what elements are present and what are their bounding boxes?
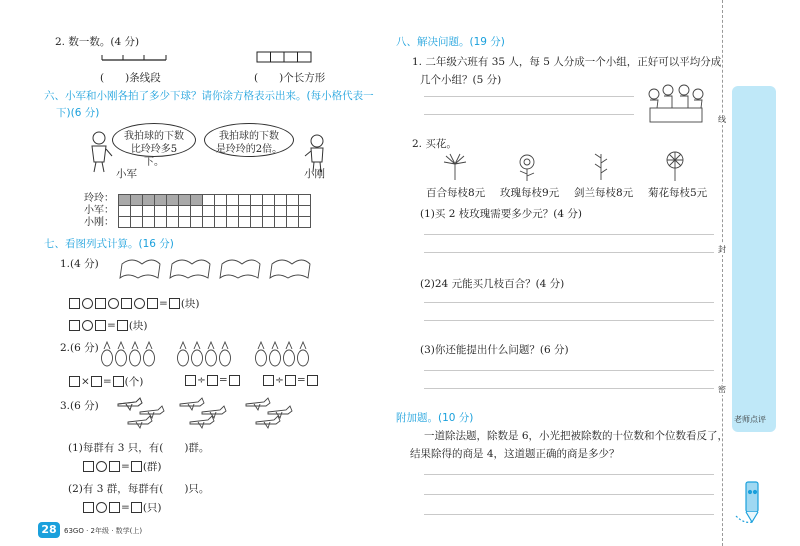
row-label-lingling: 玲玲： bbox=[84, 193, 114, 204]
students-group-icon bbox=[640, 80, 712, 130]
answer-line[interactable] bbox=[424, 234, 714, 235]
q2-title: 2. 数一数。(4 分) bbox=[55, 36, 140, 48]
bubble-xiaojun: 我拍球的下数比玲玲多5下。 bbox=[112, 123, 196, 157]
binding-mark-closed: 密 bbox=[718, 385, 726, 394]
grid-row-lingling[interactable] bbox=[119, 195, 311, 206]
q7-p1-equation1[interactable]: = (块) bbox=[68, 296, 200, 311]
lily-icon bbox=[440, 152, 470, 182]
answer-line[interactable] bbox=[424, 96, 634, 97]
bonus-line2: 结果除得的商是 4，这道题正确的商是多少？ bbox=[410, 448, 620, 460]
page-number-badge bbox=[38, 522, 60, 538]
tiles-group-icon bbox=[118, 254, 318, 284]
airplanes-icon bbox=[116, 394, 306, 432]
answer-line[interactable] bbox=[424, 514, 714, 515]
q7-p2-equation1[interactable]: × = (个) bbox=[68, 374, 143, 389]
teacher-comment-panel bbox=[732, 86, 776, 432]
q6-title-cont: 下)(6 分) bbox=[56, 107, 100, 119]
bonus-line1: 一道除法题，除数是 6，小光把被除数的十位数和个位数看反了， bbox=[424, 430, 729, 442]
bar-grid[interactable] bbox=[118, 194, 311, 228]
gladiolus-icon bbox=[586, 150, 616, 182]
bonus-title: 附加题。(10 分) bbox=[396, 412, 474, 424]
page-number: 28 bbox=[41, 523, 57, 536]
q6-title: 六、小军和小刚各拍了多少下球？请你涂方格表示出来。(每小格代表一 bbox=[44, 90, 374, 102]
boy-xiaojun-icon bbox=[84, 130, 114, 174]
q7-p3-equation2[interactable]: = (只) bbox=[82, 500, 162, 515]
q8-p2-q3: (3)你还能提出什么问题？(6 分) bbox=[420, 344, 569, 356]
footer-text: 63GO · 2年级 · 数学(上) bbox=[64, 527, 143, 535]
q7-p2-equation2[interactable]: ÷ = bbox=[184, 374, 241, 386]
q7-p3-equation1[interactable]: = (群) bbox=[82, 459, 162, 474]
q8-p2-q2: (2)24 元能买几枝百合？(4 分) bbox=[420, 278, 565, 290]
q8-p2-title: 2. 买花。 bbox=[412, 138, 457, 150]
q8-p2-q1: (1)买 2 枝玫瑰需要多少元？(4 分) bbox=[420, 208, 582, 220]
q2-blank-rectangles[interactable]: ( )个长方形 bbox=[254, 72, 326, 84]
answer-line[interactable] bbox=[424, 320, 714, 321]
price-gladiolus: 剑兰每枝8元 bbox=[574, 187, 634, 199]
teacher-comment-label: 老师点评 bbox=[734, 415, 766, 424]
q2-blank-segments[interactable]: ( )条线段 bbox=[100, 72, 161, 84]
bubble-xiaogang: 我拍球的下数是玲玲的2倍。 bbox=[204, 123, 294, 157]
binding-mark-seal: 封 bbox=[718, 245, 726, 254]
answer-line[interactable] bbox=[424, 474, 714, 475]
name-xiaojun: 小军 bbox=[116, 168, 137, 180]
rose-icon bbox=[512, 152, 542, 182]
answer-line[interactable] bbox=[424, 302, 714, 303]
q7-p3-q1: (1)每群有 3 只，有( )群。 bbox=[68, 442, 210, 454]
q8-p1-line1: 1. 二年级六班有 35 人，每 5 人分成一个小组，正好可以平均分成 bbox=[412, 56, 722, 68]
answer-line[interactable] bbox=[424, 388, 714, 389]
q8-p1-line2: 几个小组？(5 分) bbox=[420, 74, 502, 86]
price-chrysanthemum: 菊花每枝5元 bbox=[648, 187, 708, 199]
line-segments-figure bbox=[100, 52, 168, 64]
grid-row-xiaogang[interactable] bbox=[119, 217, 311, 228]
price-rose: 玫瑰每枝9元 bbox=[500, 187, 560, 199]
grid-row-xiaojun[interactable] bbox=[119, 206, 311, 217]
binding-mark-line: 线 bbox=[718, 115, 726, 124]
q7-p2-equation3[interactable]: ÷ = bbox=[262, 374, 319, 386]
answer-line[interactable] bbox=[424, 370, 714, 371]
name-xiaogang: 小刚 bbox=[304, 168, 325, 180]
chrysanthemum-icon bbox=[660, 150, 690, 182]
q7-p1-title: 1.(4 分) bbox=[60, 258, 99, 270]
q8-title: 八、解决问题。(19 分) bbox=[396, 36, 505, 48]
row-label-xiaogang: 小刚： bbox=[84, 217, 114, 228]
answer-line[interactable] bbox=[424, 114, 634, 115]
row-label-xiaojun: 小军： bbox=[84, 205, 114, 216]
rectangles-figure bbox=[256, 51, 312, 63]
pineapples-icon bbox=[100, 340, 340, 368]
q7-p3-q2: (2)有 3 群，每群有( )只。 bbox=[68, 483, 210, 495]
price-lily: 百合每枝8元 bbox=[426, 187, 486, 199]
q7-title: 七、看图列式计算。(16 分) bbox=[44, 238, 174, 250]
bar-grid-labels bbox=[84, 193, 114, 229]
binding-line bbox=[722, 0, 723, 546]
q7-p1-equation2[interactable]: = (块) bbox=[68, 318, 148, 333]
q7-p3-title: 3.(6 分) bbox=[60, 400, 99, 412]
q7-p2-title: 2.(6 分) bbox=[60, 342, 99, 354]
pencil-mascot-icon bbox=[732, 476, 772, 526]
answer-line[interactable] bbox=[424, 252, 714, 253]
answer-line[interactable] bbox=[424, 494, 714, 495]
